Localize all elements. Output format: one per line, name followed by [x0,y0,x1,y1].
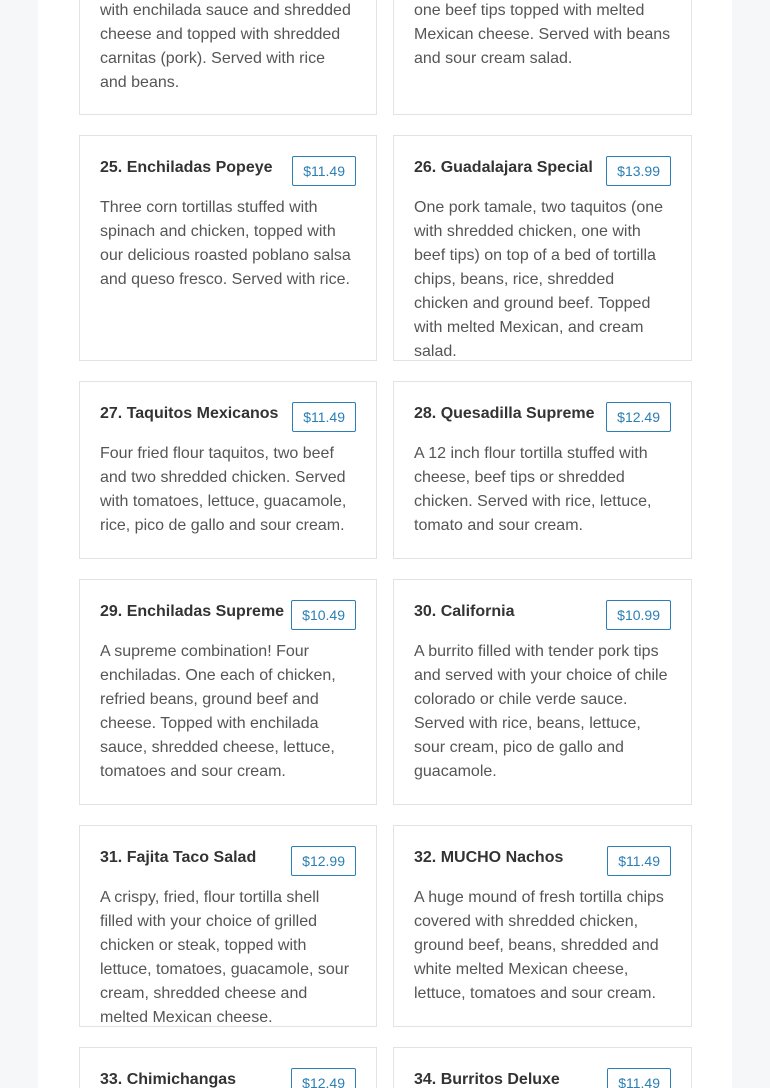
menu-item-name: 34. Burritos Deluxe [414,1071,560,1088]
menu-item-card[interactable] [79,1047,377,1088]
menu-item-card-partial[interactable] [393,0,692,115]
menu-item-price[interactable]: $11.49 [292,402,356,432]
menu-item-description: one beef tips topped with melted Mexican cheese. Served with beans and sour cream salad. [414,2,671,67]
menu-item-price[interactable]: $10.49 [291,600,356,630]
menu-item-price[interactable]: $10.99 [606,600,671,630]
menu-item-name: 32. MUCHO Nachos [414,849,564,866]
menu-item-description: A crispy, fried, flour tortilla shell filled with your choice of grilled chicken or steak, topped with lettuce, tomatoes, guacamole, sour cream, shredded cheese and melted Mexican cheese. [100,889,350,1026]
menu-item-card[interactable] [393,381,692,559]
menu-item-card[interactable] [79,135,377,361]
menu-item-name: 30. California [414,603,515,620]
menu-item-name: 26. Guadalajara Special [414,159,593,176]
menu-item-name: 25. Enchiladas Popeye [100,159,273,176]
menu-item-price[interactable]: $11.49 [607,1068,671,1088]
menu-item-description: Four fried flour taquitos, two beef and two shredded chicken. Served with tomatoes, lettuce, guacamole, rice, pico de gallo and sour cream. [100,445,347,534]
menu-item-price[interactable]: $11.49 [607,846,671,876]
menu-item-card[interactable] [393,1047,692,1088]
menu-item-price[interactable]: $13.99 [606,156,671,186]
menu-item-description: A 12 inch flour tortilla stuffed with cheese, beef tips or shredded chicken. Served with rice, lettuce, tomato and sour cream. [414,445,652,534]
menu-item-card[interactable] [393,135,692,361]
menu-item-price[interactable]: $12.49 [606,402,671,432]
menu-item-description: A burrito filled with tender pork tips and served with your choice of chile colorado or chile verde sauce. Served with rice, beans, lettuce, sour cream, pico de gallo and guacamole. [414,643,668,780]
menu-item-price[interactable]: $12.99 [291,846,356,876]
menu-item-description: with enchilada sauce and shredded cheese and topped with shredded carnitas (pork). Served with rice and beans. [100,2,351,91]
menu-item-name: 33. Chimichangas [100,1071,237,1088]
menu-item-description: Three corn tortillas stuffed with spinach and chicken, topped with our delicious roasted poblano salsa and queso fresco. Served with rice. [100,199,351,288]
menu-item-card[interactable] [79,579,377,805]
menu-item-card[interactable] [393,579,692,805]
menu-item-description: A huge mound of fresh tortilla chips covered with shredded chicken, ground beef, beans, shredded and white melted Mexican cheese, lettuce, tomatoes and sour cream. [414,889,664,1002]
menu-item-name: 27. Taquitos Mexicanos [100,405,279,422]
menu-item-price[interactable]: $11.49 [292,156,356,186]
menu-item-name: 28. Quesadilla Supreme [414,405,595,422]
menu-item-card-partial[interactable] [79,0,377,115]
menu-item-card[interactable] [79,381,377,559]
menu-item-card[interactable] [393,825,692,1027]
menu-item-price[interactable]: $12.49 [291,1068,356,1088]
menu-item-description: A supreme combination! Four enchiladas. One each of chicken, refried beans, ground beef and cheese. Topped with enchilada sauce, shredded cheese, lettuce, tomatoes and sour cream. [100,643,336,780]
menu-item-description: One pork tamale, two taquitos (one with shredded chicken, one with beef tips) on top of a bed of tortilla chips, beans, rice, shredded chicken and ground beef. Topped with melted Mexican, and cream salad. [414,199,664,360]
menu-item-name: 31. Fajita Taco Salad [100,849,257,866]
menu-item-card[interactable] [79,825,377,1027]
menu-item-name: 29. Enchiladas Supreme [100,603,285,620]
